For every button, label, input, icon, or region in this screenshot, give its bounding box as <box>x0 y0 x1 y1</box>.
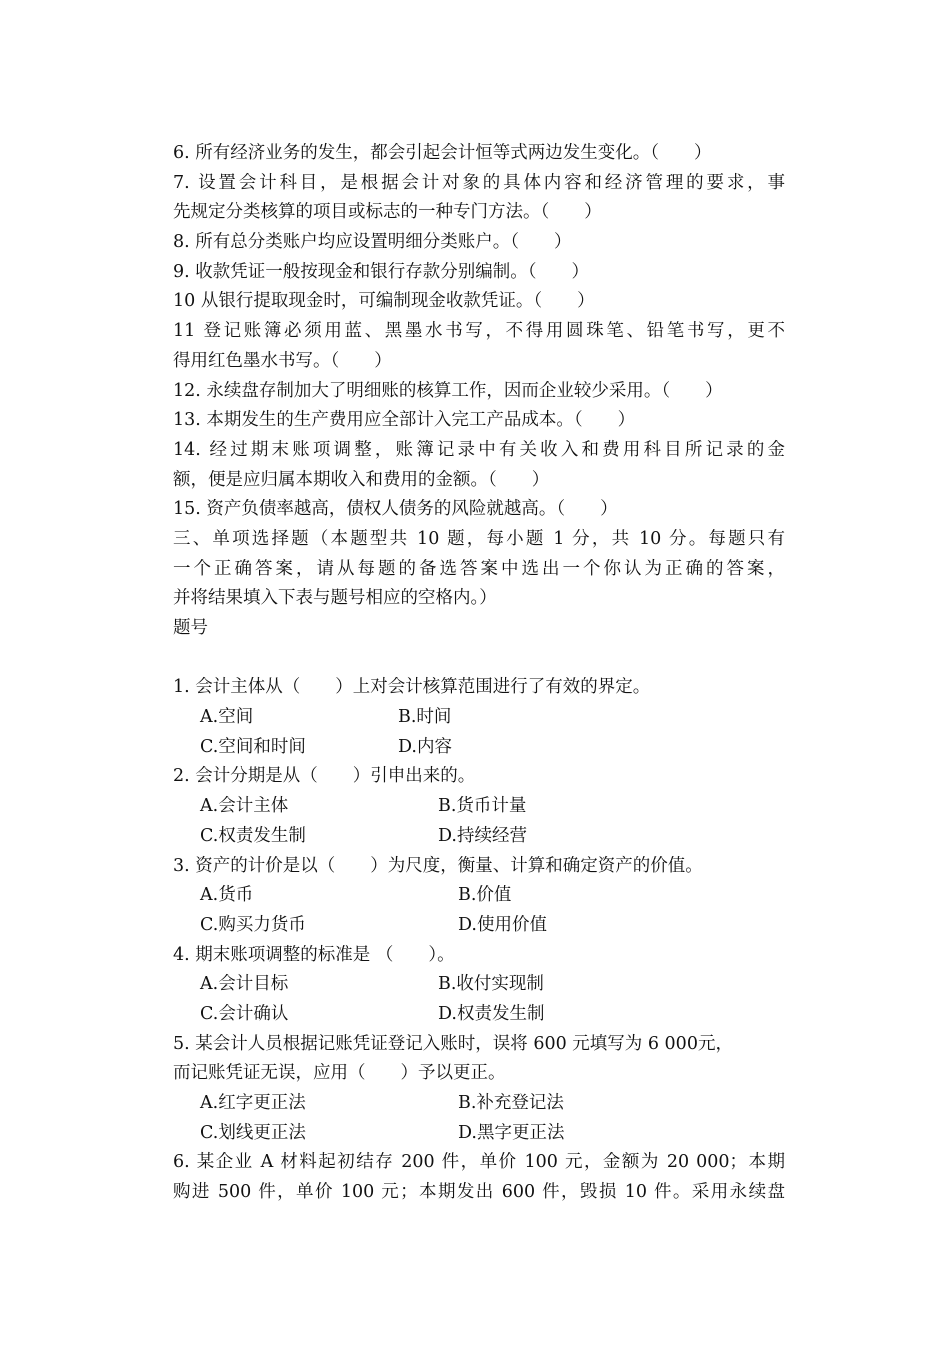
judge-question-10: 10 从银行提取现金时，可编制现金收款凭证。（ ） <box>173 291 595 312</box>
choice-question-4-stem: 4. 期末账项调整的标准是 （ ）。 <box>173 944 455 965</box>
choice-question-4-options-row-1 <box>173 970 785 1000</box>
answer-table-label: 题号 <box>173 618 208 638</box>
choice-question-6-stem-line-1: 6. 某企业 A 材料起初结存 200 件，单价 100 元，金额为 20 000；本期 <box>173 1152 785 1173</box>
choice-question-1-stem: 1. 会计主体从（ ）上对会计核算范围进行了有效的界定。 <box>173 677 651 698</box>
judge-question-11-line-2: 得用红色墨水书写。（ ） <box>173 350 392 371</box>
choice-question-5-stem-line-1: 5. 某会计人员根据记账凭证登记入账时，误将 600 元填写为 6 000元， <box>173 1033 733 1054</box>
choice-question-3-option-d: D.使用价值 <box>458 914 547 935</box>
choice-question-1-options-row-1 <box>173 703 785 733</box>
judge-question-11-line-1: 11 登记账簿必须用蓝、黑墨水书写，不得用圆珠笔、铅笔书写，更不 <box>173 321 785 342</box>
choice-question-5-option-a: A.红字更正法 <box>200 1093 306 1113</box>
choice-question-1-option-a: A.空间 <box>200 707 254 728</box>
choice-question-4-option-b: B.收付实现制 <box>438 974 544 995</box>
choice-question-2-option-b: B.货币计量 <box>438 796 527 817</box>
choice-question-3-option-b: B.价值 <box>458 885 512 906</box>
choice-question-4-options-row-2 <box>173 1000 785 1030</box>
choice-question-3-stem: 3. 资产的计价是以（ ）为尺度，衡量、计算和确定资产的价值。 <box>173 855 703 876</box>
choice-question-4-option-a: A.会计目标 <box>200 974 289 995</box>
choice-question-3-options-row-2 <box>173 911 785 941</box>
choice-question-5-options-row-2 <box>173 1119 785 1149</box>
choice-question-5-option-b: B.补充登记法 <box>458 1093 564 1113</box>
choice-question-2-option-c: C.权责发生制 <box>200 825 306 846</box>
judge-question-14-line-2: 额，便是应归属本期收入和费用的金额。（ ） <box>173 469 550 490</box>
judge-question-8: 8. 所有总分类账户均应设置明细分类账户。（ ） <box>173 232 572 253</box>
choice-question-2-options-row-1 <box>173 792 785 822</box>
choice-question-5-stem-line-2: 而记账凭证无误，应用（ ）予以更正。 <box>173 1063 506 1084</box>
judge-question-6: 6. 所有经济业务的发生，都会引起会计恒等式两边发生变化。（ ） <box>173 143 712 163</box>
section-3-heading-line-3: 并将结果填入下表与题号相应的空格内。） <box>173 588 497 609</box>
judge-question-14-line-1: 14. 经过期末账项调整，账簿记录中有关收入和费用科目所记录的金 <box>173 439 785 460</box>
answer-table-blank <box>173 644 785 674</box>
choice-question-2-stem: 2. 会计分期是从（ ）引申出来的。 <box>173 766 476 787</box>
judge-question-7-line-2: 先规定分类核算的项目或标志的一种专门方法。（ ） <box>173 202 602 223</box>
choice-question-6-stem-line-2: 购进 500 件，单价 100 元；本期发出 600 件，毁损 10 件。采用永续盘 <box>173 1182 785 1203</box>
choice-question-5-option-d: D.黑字更正法 <box>458 1122 565 1143</box>
choice-question-1-options-row-2 <box>173 733 785 763</box>
choice-question-2-option-a: A.会计主体 <box>200 796 289 817</box>
section-3-heading-line-2: 一个正确答案，请从每题的备选答案中选出一个你认为正确的答案， <box>173 558 785 579</box>
choice-question-3-option-c: C.购买力货币 <box>200 914 306 935</box>
judge-question-12: 12. 永续盘存制加大了明细账的核算工作，因而企业较少采用。（ ） <box>173 380 723 401</box>
choice-question-1-option-b: B.时间 <box>398 707 452 728</box>
judge-question-15: 15. 资产负债率越高，债权人债务的风险就越高。（ ） <box>173 499 618 520</box>
choice-question-5-options-row-1 <box>173 1089 785 1119</box>
choice-question-3-option-a: A.货币 <box>200 885 254 906</box>
document-body <box>173 139 785 1208</box>
choice-question-4-option-d: D.权责发生制 <box>438 1003 545 1024</box>
choice-question-3-options-row-1 <box>173 881 785 911</box>
judge-question-7-line-1: 7. 设置会计科目，是根据会计对象的具体内容和经济管理的要求，事 <box>173 172 785 193</box>
choice-question-4-option-c: C.会计确认 <box>200 1003 289 1024</box>
choice-question-1-option-d: D.内容 <box>398 736 452 757</box>
choice-question-5-option-c: C.划线更正法 <box>200 1122 306 1143</box>
choice-question-1-option-c: C.空间和时间 <box>200 736 306 757</box>
judge-question-9: 9. 收款凭证一般按现金和银行存款分别编制。（ ） <box>173 261 590 282</box>
choice-question-2-option-d: D.持续经营 <box>438 825 527 846</box>
choice-question-2-options-row-2 <box>173 822 785 852</box>
section-3-heading-line-1: 三、单项选择题（本题型共 10 题，每小题 1 分，共 10 分。每题只有 <box>173 528 785 549</box>
judge-question-13: 13. 本期发生的生产费用应全部计入完工产品成本。（ ） <box>173 410 636 431</box>
